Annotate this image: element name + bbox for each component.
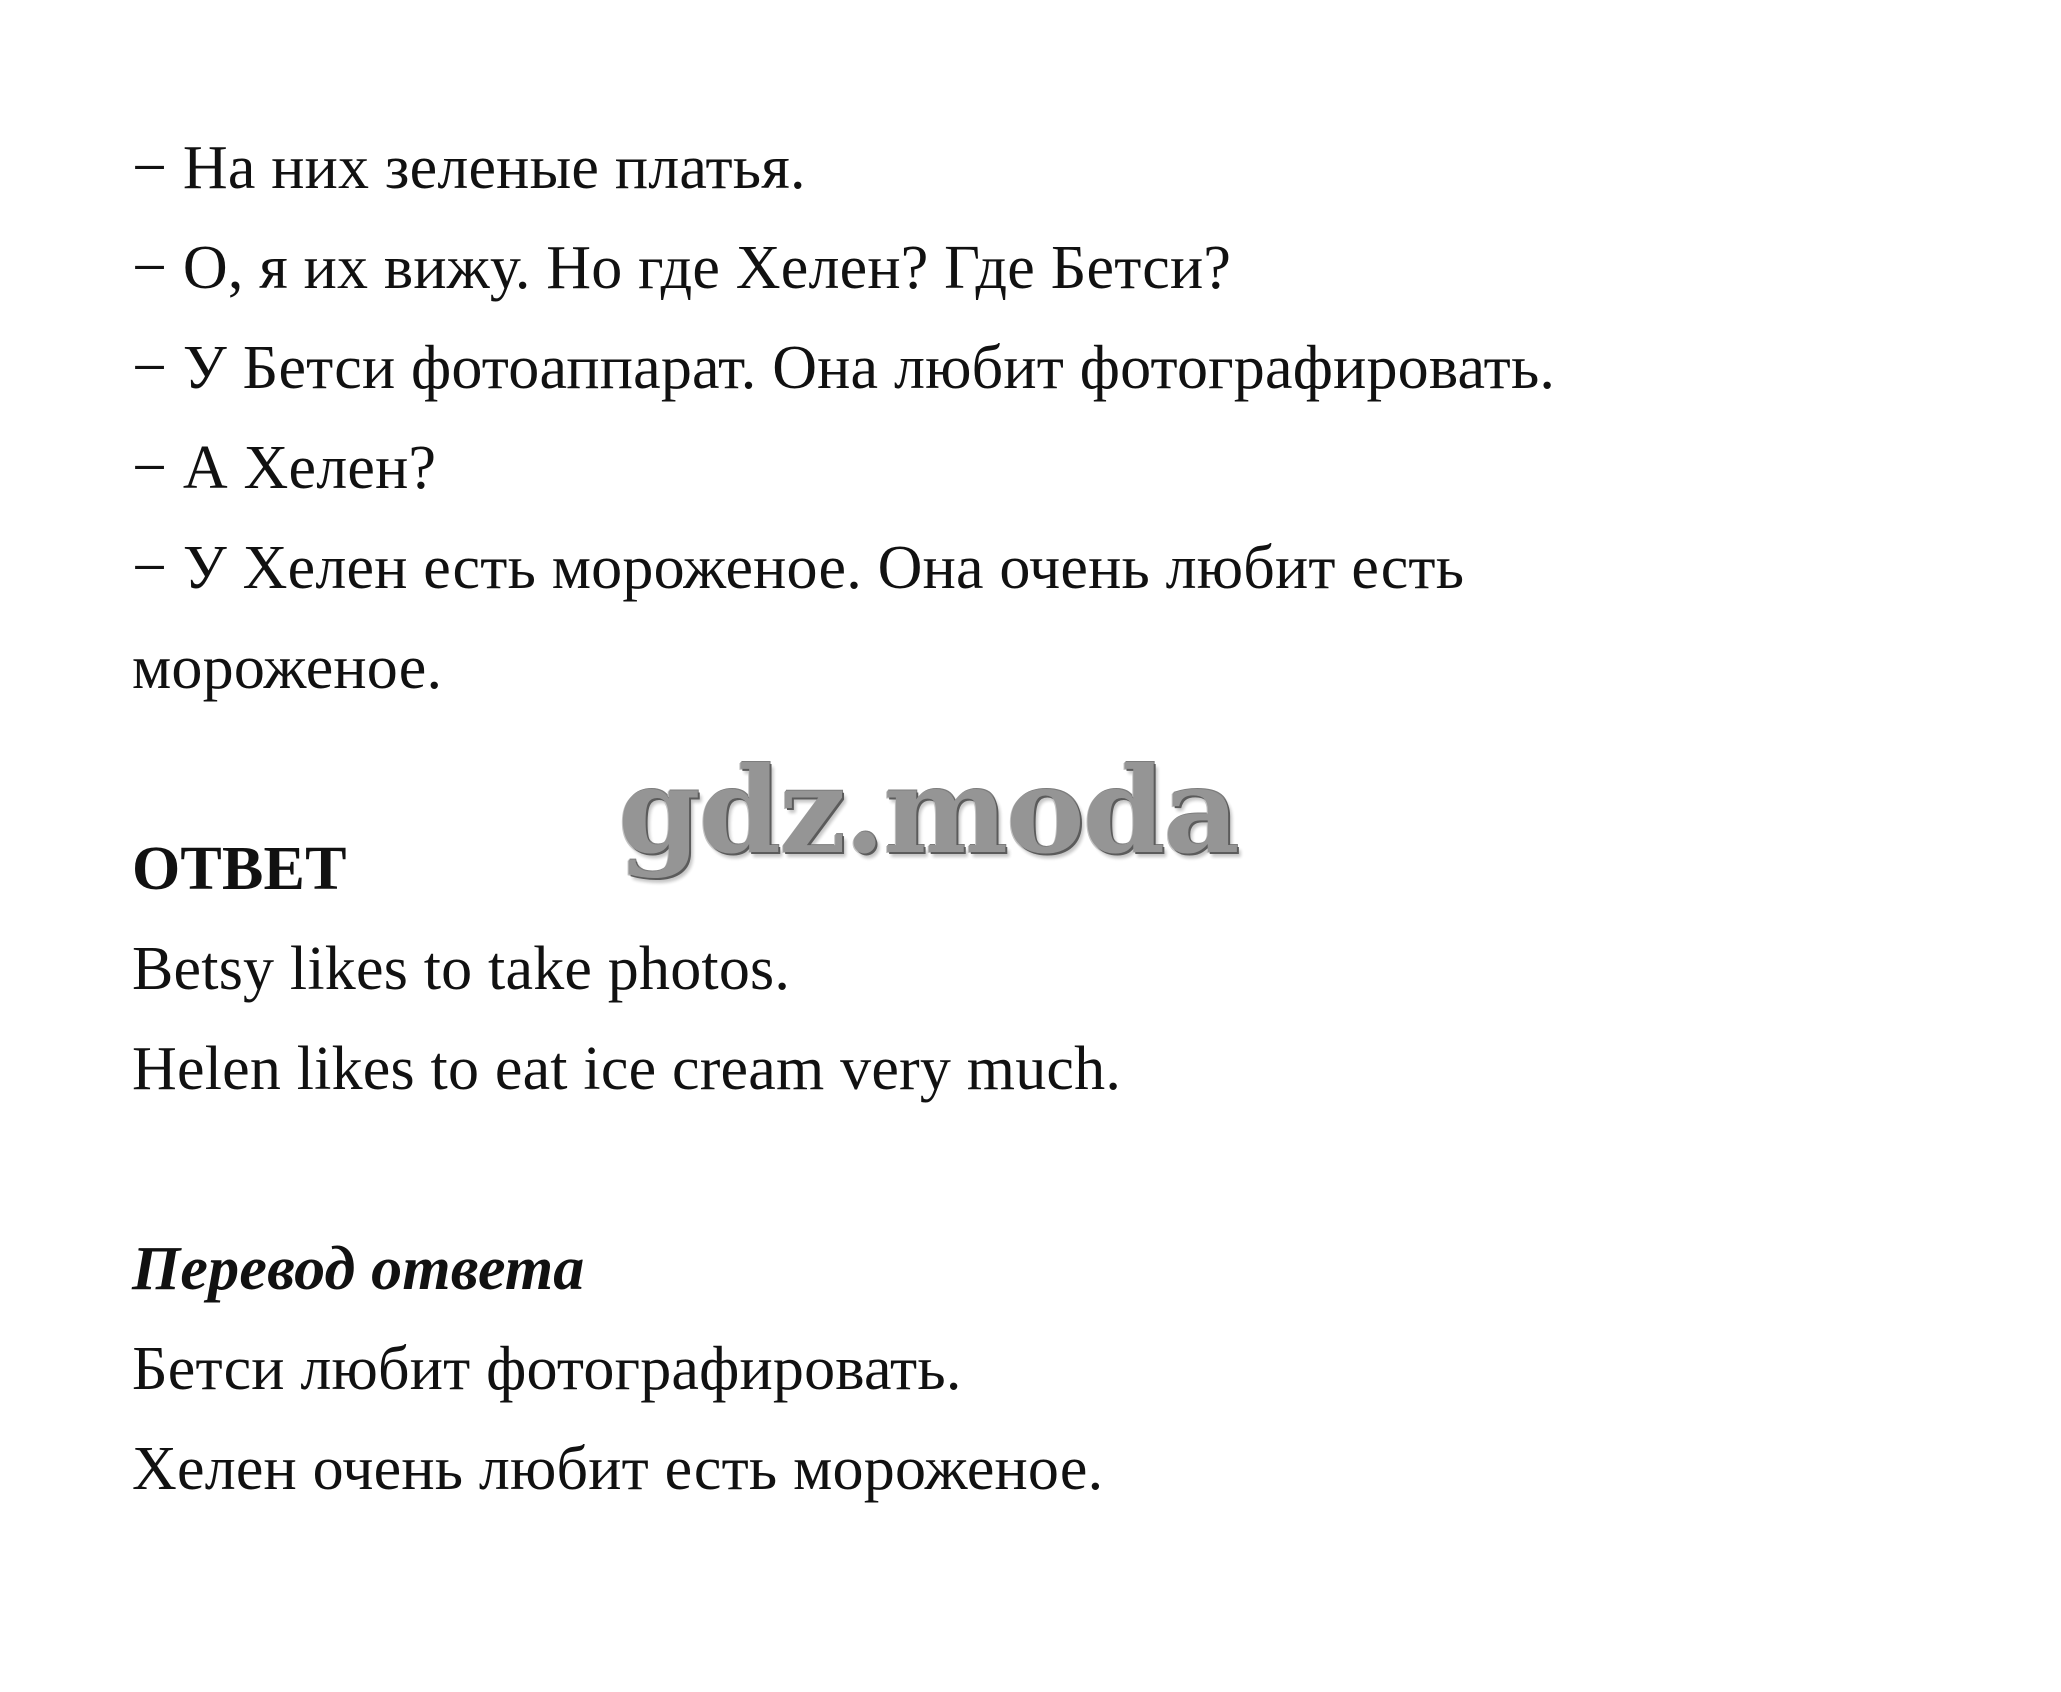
translation-heading: Перевод ответа <box>132 1235 585 1303</box>
dialogue-line: − У Бетси фотоаппарат. Она любит фотографировать. <box>132 334 1556 402</box>
dialogue-line: мороженое. <box>132 634 443 702</box>
answer-line: Helen likes to eat ice cream very much. <box>132 1035 1122 1103</box>
answer-heading: ОТВЕТ <box>132 835 347 903</box>
answer-line: Betsy likes to take photos. <box>132 935 791 1003</box>
dialogue-line: − О, я их вижу. Но где Хелен? Где Бетси? <box>132 234 1232 302</box>
translation-line: Бетси любит фотографировать. <box>132 1335 962 1403</box>
dialogue-line: − На них зеленые платья. <box>132 134 806 202</box>
watermark-logo: gdz.moda <box>618 741 1238 880</box>
dialogue-line: − У Хелен есть мороженое. Она очень любит есть <box>132 534 1465 602</box>
dialogue-line: − А Хелен? <box>132 434 437 502</box>
translation-line: Хелен очень любит есть мороженое. <box>132 1435 1104 1503</box>
